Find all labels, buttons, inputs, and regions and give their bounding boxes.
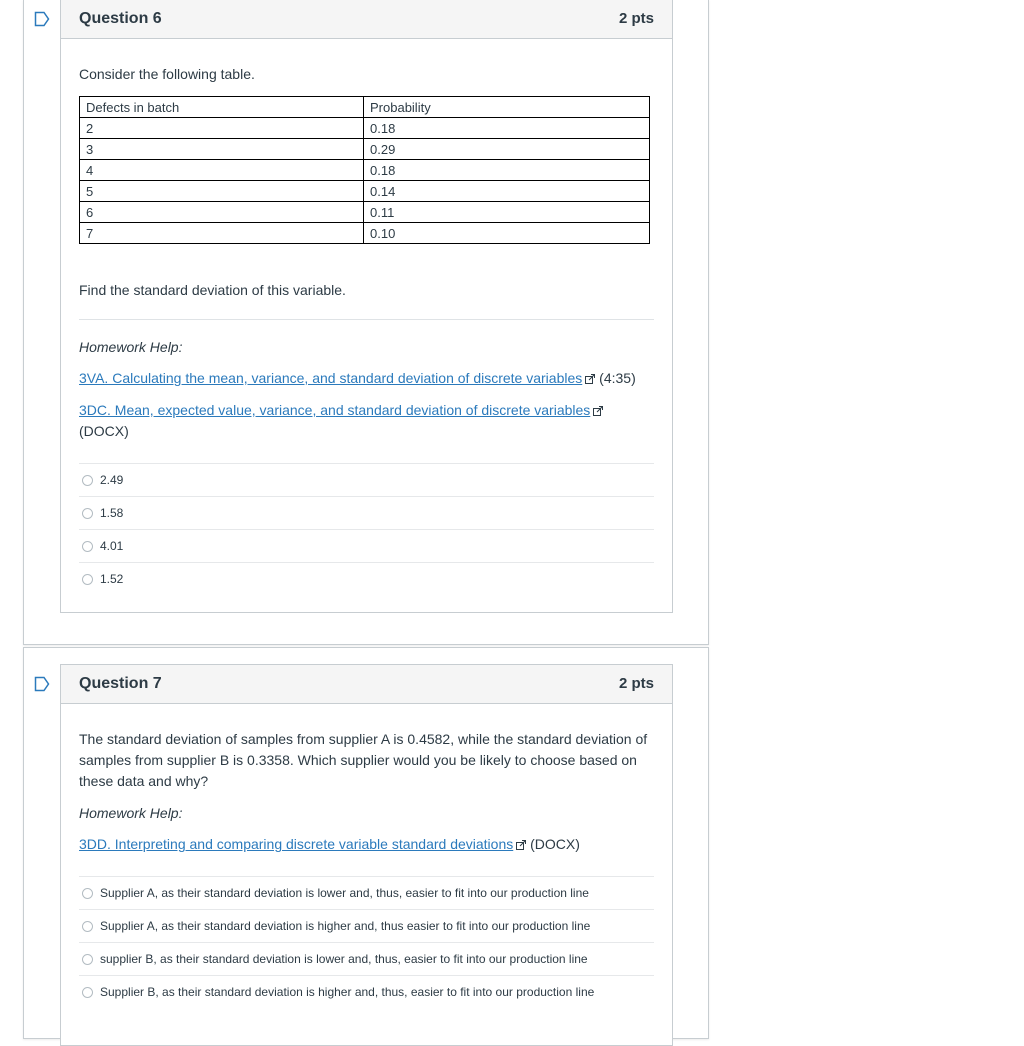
help-link-duration: (4:35) — [595, 370, 636, 386]
answer-label[interactable]: 4.01 — [100, 539, 124, 553]
flag-question-icon[interactable] — [34, 676, 50, 692]
question-title: Question 7 — [79, 675, 162, 692]
question-prompt: Find the standard deviation of this variable. — [79, 282, 346, 298]
question-7-container — [23, 647, 709, 1039]
column-header-defects: Defects in batch — [80, 97, 364, 118]
table-row — [80, 202, 650, 223]
help-link-row-1 — [79, 368, 636, 389]
probability-table — [79, 96, 650, 244]
answer-label[interactable]: Supplier A, as their standard deviation is lower and, thus, easier to fit into our production line — [100, 886, 589, 900]
answer-option[interactable] — [79, 909, 654, 943]
probability-cell: 0.10 — [364, 223, 650, 244]
answer-radio[interactable] — [82, 987, 93, 998]
answer-label[interactable]: 1.52 — [100, 572, 124, 586]
probability-cell: 0.11 — [364, 202, 650, 223]
homework-help-label: Homework Help: — [79, 339, 183, 355]
probability-cell: 0.18 — [364, 118, 650, 139]
defects-cell: 2 — [80, 118, 364, 139]
help-link-format: (DOCX) — [79, 423, 129, 439]
table-row — [80, 160, 650, 181]
answer-label[interactable]: supplier B, as their standard deviation is lower and, thus, easier to fit into our production line — [100, 952, 588, 966]
answer-radio[interactable] — [82, 954, 93, 965]
question-points: 2 pts — [618, 675, 654, 692]
answer-radio[interactable] — [82, 508, 93, 519]
question-prompt-line-3: these data and why? — [79, 773, 209, 789]
answer-option[interactable] — [79, 562, 654, 596]
answer-label[interactable]: Supplier B, as their standard deviation is higher and, thus, easier to fit into our production line — [100, 985, 595, 999]
external-link-icon — [585, 374, 595, 384]
answer-option[interactable] — [79, 942, 654, 976]
question-prompt-line-2: samples from supplier B is 0.3358. Which supplier would you be likely to choose based on — [79, 752, 637, 768]
question-6-card — [60, 0, 673, 613]
help-link-row — [79, 834, 580, 855]
defects-cell: 7 — [80, 223, 364, 244]
help-link-row-2 — [79, 400, 603, 421]
table-header-row — [80, 97, 650, 118]
question-header — [61, 665, 672, 704]
answer-radio[interactable] — [82, 888, 93, 899]
question-title: Question 6 — [79, 10, 162, 27]
table-row — [80, 118, 650, 139]
probability-cell: 0.14 — [364, 181, 650, 202]
answer-option[interactable] — [79, 463, 654, 497]
external-link-icon — [593, 406, 603, 416]
help-link-3dc[interactable]: 3DC. Mean, expected value, variance, and standard deviation of discrete variables — [79, 402, 591, 418]
defects-cell: 3 — [80, 139, 364, 160]
defects-cell: 5 — [80, 181, 364, 202]
question-header — [61, 0, 672, 39]
question-points: 2 pts — [618, 10, 654, 27]
help-link-3va[interactable]: 3VA. Calculating the mean, variance, and standard deviation of discrete variables — [79, 370, 583, 386]
table-row — [80, 139, 650, 160]
flag-question-icon[interactable] — [34, 11, 50, 27]
help-link-3dd[interactable]: 3DD. Interpreting and comparing discrete variable standard deviations — [79, 836, 514, 852]
probability-cell: 0.29 — [364, 139, 650, 160]
answer-radio[interactable] — [82, 475, 93, 486]
help-link-format: (DOCX) — [526, 836, 580, 852]
external-link-icon — [516, 840, 526, 850]
question-7-card — [60, 664, 673, 1046]
question-6-container — [23, 0, 709, 645]
probability-cell: 0.18 — [364, 160, 650, 181]
answer-option[interactable] — [79, 975, 654, 1009]
table-row — [80, 181, 650, 202]
homework-help-label: Homework Help: — [79, 805, 183, 821]
divider — [79, 319, 654, 320]
answer-option[interactable] — [79, 496, 654, 530]
answer-option[interactable] — [79, 529, 654, 563]
answer-radio[interactable] — [82, 921, 93, 932]
answer-label[interactable]: 1.58 — [100, 506, 124, 520]
answer-radio[interactable] — [82, 541, 93, 552]
table-row — [80, 223, 650, 244]
column-header-probability: Probability — [364, 97, 650, 118]
answer-radio[interactable] — [82, 574, 93, 585]
defects-cell: 4 — [80, 160, 364, 181]
defects-cell: 6 — [80, 202, 364, 223]
answer-label[interactable]: 2.49 — [100, 473, 124, 487]
answer-label[interactable]: Supplier A, as their standard deviation is higher and, thus easier to fit into our production line — [100, 919, 591, 933]
answer-option[interactable] — [79, 876, 654, 910]
question-prompt-line-1: The standard deviation of samples from supplier A is 0.4582, while the standard deviation of — [79, 731, 648, 747]
question-intro: Consider the following table. — [79, 66, 255, 82]
